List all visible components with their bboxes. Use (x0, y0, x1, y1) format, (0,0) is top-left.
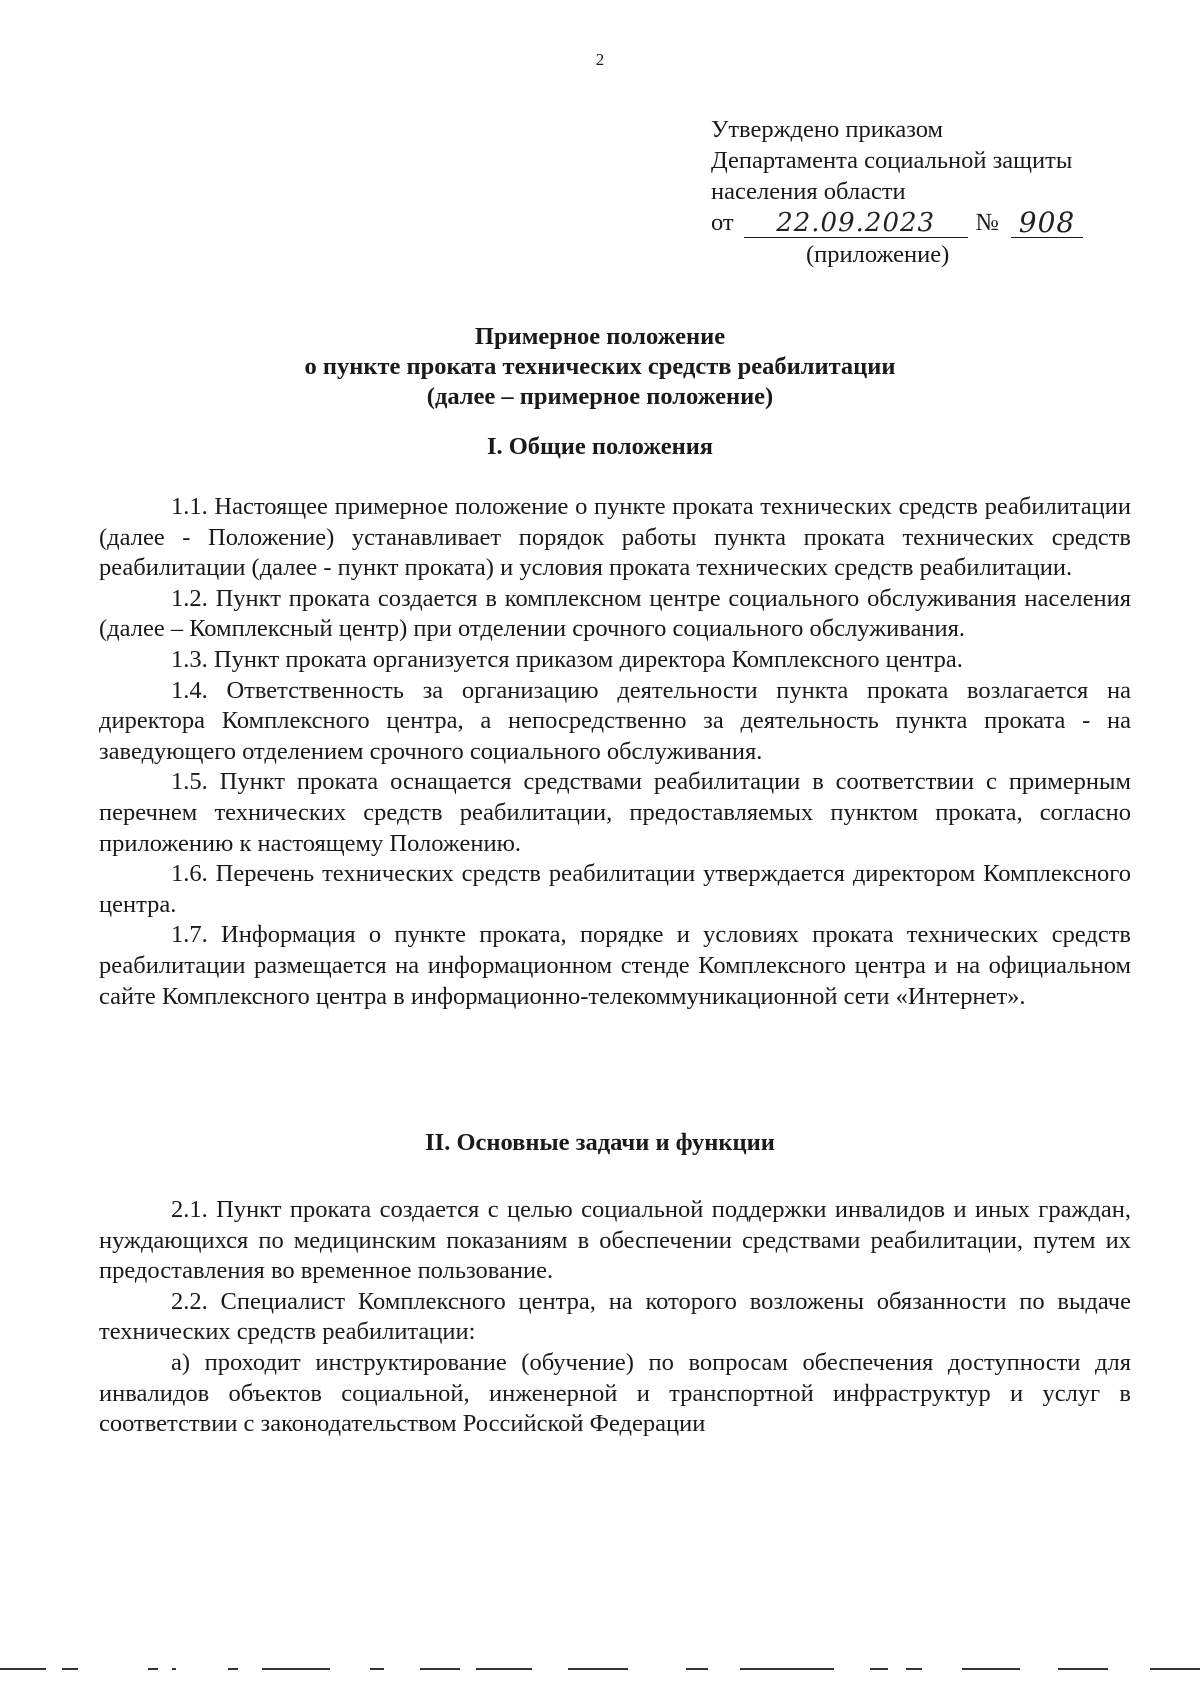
document-title (0, 322, 1200, 412)
approval-line-1: Утверждено приказом (711, 116, 944, 143)
approval-block (711, 114, 1131, 270)
paragraph-1-7: 1.7. Информация о пункте проката, порядке и условиях проката технических средств реабилитации размещается на информационном стенде Комплексного центра и на официальном сайте Комплексного центра в информационно-телекоммуникационной сети «Интернет». (99, 921, 1131, 1010)
section-1-body (99, 492, 1131, 1012)
order-date-number-line (711, 207, 1131, 238)
paragraph-1-3: 1.3. Пункт проката организуется приказом директора Комплексного центра. (171, 645, 963, 673)
from-label: от (711, 209, 734, 236)
paragraph-1-6: 1.6. Перечень технических средств реабилитации утверждается директором Комплексного центра. (99, 860, 1131, 918)
title-line-1: Примерное положение (474, 323, 726, 350)
scan-footer-rule (0, 1668, 1200, 1672)
number-label: № (975, 209, 1000, 236)
handwritten-order-date: 22.09.2023 (744, 209, 968, 238)
approval-line-2: Департамента социальной защиты (711, 147, 1073, 174)
paragraph-2-1: 2.1. Пункт проката создается с целью социальной поддержки инвалидов и иных граждан, нуждающихся по медицинским показаниям в обеспечении средствами реабилитации, путем их предоставления во временное пользование. (99, 1196, 1131, 1285)
section-2-body (99, 1195, 1131, 1440)
paragraph-1-5: 1.5. Пункт проката оснащается средствами реабилитации в соответствии с примерным перечнем технических средств реабилитации, предоставляемых пунктом проката, согласно приложению к настоящему Положению. (99, 768, 1131, 857)
section-2-heading: II. Основные задачи и функции (425, 1129, 775, 1156)
paragraph-1-4: 1.4. Ответственность за организацию деятельности пункта проката возлагается на директора Комплексного центра, а непосредственно за деятельность пункта проката - на заведующего отделением срочного социального обслуживания. (99, 676, 1131, 765)
title-line-2: о пункте проката технических средств реабилитации (304, 353, 896, 380)
paragraph-1-1: 1.1. Настоящее примерное положение о пункте проката технических средств реабилитации (далее - Положение) устанавливает порядок работы пункта проката технических средств реабилитации (далее - пункт проката) и условия проката технических средств реабилитации. (99, 493, 1131, 582)
paragraph-2-2: 2.2. Специалист Комплексного центра, на которого возложены обязанности по выдаче технических средств реабилитации: (99, 1287, 1131, 1346)
paragraph-2-2-a: а) проходит инструктирование (обучение) по вопросам обеспечения доступности для инвалидов объектов социальной, инженерной и транспортной инфраструктур и услуг в соответствии с законодательством Российской Федерации (99, 1348, 1131, 1438)
annex-label: (приложение) (806, 241, 950, 268)
section-1-heading: I. Общие положения (486, 433, 714, 460)
handwritten-order-number: 908 (1011, 209, 1083, 238)
paragraph-1-2: 1.2. Пункт проката создается в комплексном центре социального обслуживания населения (далее – Комплексный центр) при отделении срочного социального обслуживания. (99, 584, 1131, 643)
page-number: 2 (595, 50, 605, 69)
title-line-3: (далее – примерное положение) (426, 383, 774, 410)
approval-line-3: населения области (711, 178, 906, 205)
